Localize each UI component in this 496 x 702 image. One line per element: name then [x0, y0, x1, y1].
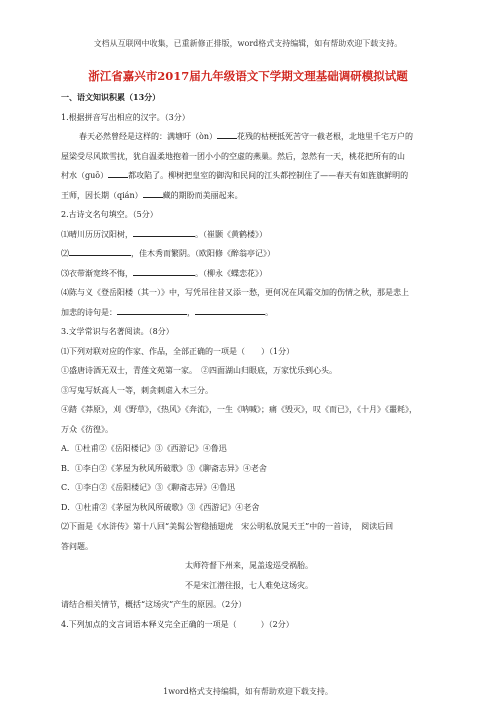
answer-blank	[69, 246, 131, 256]
answer-blank	[217, 129, 237, 139]
answer-blank	[143, 188, 163, 198]
fill-text: 加悲的诗句是：	[61, 307, 117, 317]
couplet-line: ④踏《莽原》，刈《野草》，《热风》《奔流》，一生《呐喊》；痛《毁灭》，叹《而已》，《十月》《噩耗》，	[61, 405, 417, 414]
fill-line-5	[61, 303, 437, 323]
option-c: C．①李白②《岳阳楼记》③《聊斋志异》④鲁迅	[61, 483, 236, 492]
fill-text: 。	[265, 307, 273, 317]
couplet-line: 万众《彷徨》。	[61, 424, 113, 434]
fill-line-4: ⑷陈与义《登岳阳楼（其一）》中，写凭吊往昔又添一愁，更何况在风霜交加的伤情之秋，那是悲上	[61, 288, 409, 297]
section-heading: 一、语文知识积累（13分）	[61, 92, 161, 102]
fill-text: ⑵	[61, 249, 69, 258]
sub-question-2-cont: 答问题。	[61, 541, 93, 551]
question-1-passage	[61, 127, 437, 147]
question-2-stem: 2.古诗文名句填空。（5分）	[61, 210, 158, 219]
poem-line: 太师符督下州来，晁盖逡巡受祸胎。	[185, 561, 313, 570]
option-a: A．①杜甫②《岳阳楼记》③《西游记》④鲁迅	[61, 444, 227, 453]
fill-line-3	[61, 264, 437, 284]
question-4-stem: 4.下列加点的文言词语本释义完全正确的一项是（ ）（2分）	[61, 619, 294, 629]
sub-question-1: ⑴下列对联对应的作家、作品，全部正确的一项是（ ）（1分）	[61, 346, 295, 356]
page-title: 浙江省嘉兴市2017届九年级语文下学期文理基础调研模拟试题	[88, 69, 408, 83]
sub-question-2-ask: 请结合相关情节，概括“这场灾”产生的原因。（2分）	[61, 600, 247, 609]
passage-text: 王师，因长期（qián）	[61, 190, 143, 200]
couplet-line: ①盛唐诗酒无双士，青莲文苑第一家。 ②四面湖山归眼底，万家忧乐到心头。	[61, 366, 337, 375]
fill-text: ，佳木秀而繁阴。（欧阳修《醉翁亭记》）	[131, 249, 275, 258]
couplet-line: ③写鬼写妖高人一等，刺贪刺虐入木三分。	[61, 385, 213, 395]
poem-line: 不是宋江潜往报，七人难免这场灾。	[185, 580, 313, 590]
option-d: D．①杜甫②《茅屋为秋风所破歌》③《西游记》④老舍	[61, 502, 260, 512]
passage-line: 屋梁受尽风欺雪扰，犹自温柔地抱着一团小小的空虚的燕巢。然后，忽然有一天，桃花把所有的山	[61, 151, 405, 161]
question-3-stem: 3.文学常识与名著阅读。（8分）	[61, 327, 174, 336]
fill-text: 。（崔颢《黄鹤楼》）	[195, 229, 267, 239]
answer-blank	[133, 266, 195, 276]
page-header-note: 文档从互联网中收集，已重新修正排版，word格式支持编辑，如有帮助欢迎下载支持。	[93, 39, 403, 48]
document-body	[61, 88, 437, 634]
option-b: B．①李白②《茅屋为秋风所破歌》③《聊斋志异》④老舍	[61, 463, 267, 473]
fill-text: ⑴晴川历历汉阳树，	[61, 229, 133, 239]
passage-text: 春天必然曾经是这样的：满塘吁（òn）	[79, 132, 217, 141]
fill-text: ⑶衣带渐宽终不悔，	[61, 268, 133, 278]
passage-line	[61, 166, 437, 186]
passage-text: 村水（guō）	[61, 171, 109, 180]
fill-line-1	[61, 225, 437, 245]
fill-line-2	[61, 244, 437, 264]
fill-text: 。（柳永《蝶恋花》）	[195, 268, 267, 278]
fill-text: ，	[187, 307, 195, 317]
passage-text: 花残的枯梗抵死苦守一截老根，北地里千宅万户的	[236, 132, 413, 141]
sub-question-2: ⑵下面是《水浒传》第十八回“美髯公智稳插翅虎 宋公明私放晁天王”中的一首诗， 阅读后回	[61, 522, 394, 531]
question-1-stem: 1.根据拼音写出相应的汉字。（3分）	[61, 112, 190, 122]
page-footer-note: 1word格式支持编辑，如有帮助欢迎下载支持。	[163, 687, 333, 696]
passage-line	[61, 186, 437, 206]
passage-text: 藏的期盼而美丽起来。	[162, 190, 243, 200]
answer-blank	[133, 227, 195, 237]
answer-blank	[195, 305, 265, 315]
passage-text: 都攻陷了。柳树把皇室的御沟和民间的江头都控制住了——春天有如旌旗鲜明的	[128, 171, 409, 180]
answer-blank	[117, 305, 187, 315]
answer-blank	[108, 168, 128, 178]
